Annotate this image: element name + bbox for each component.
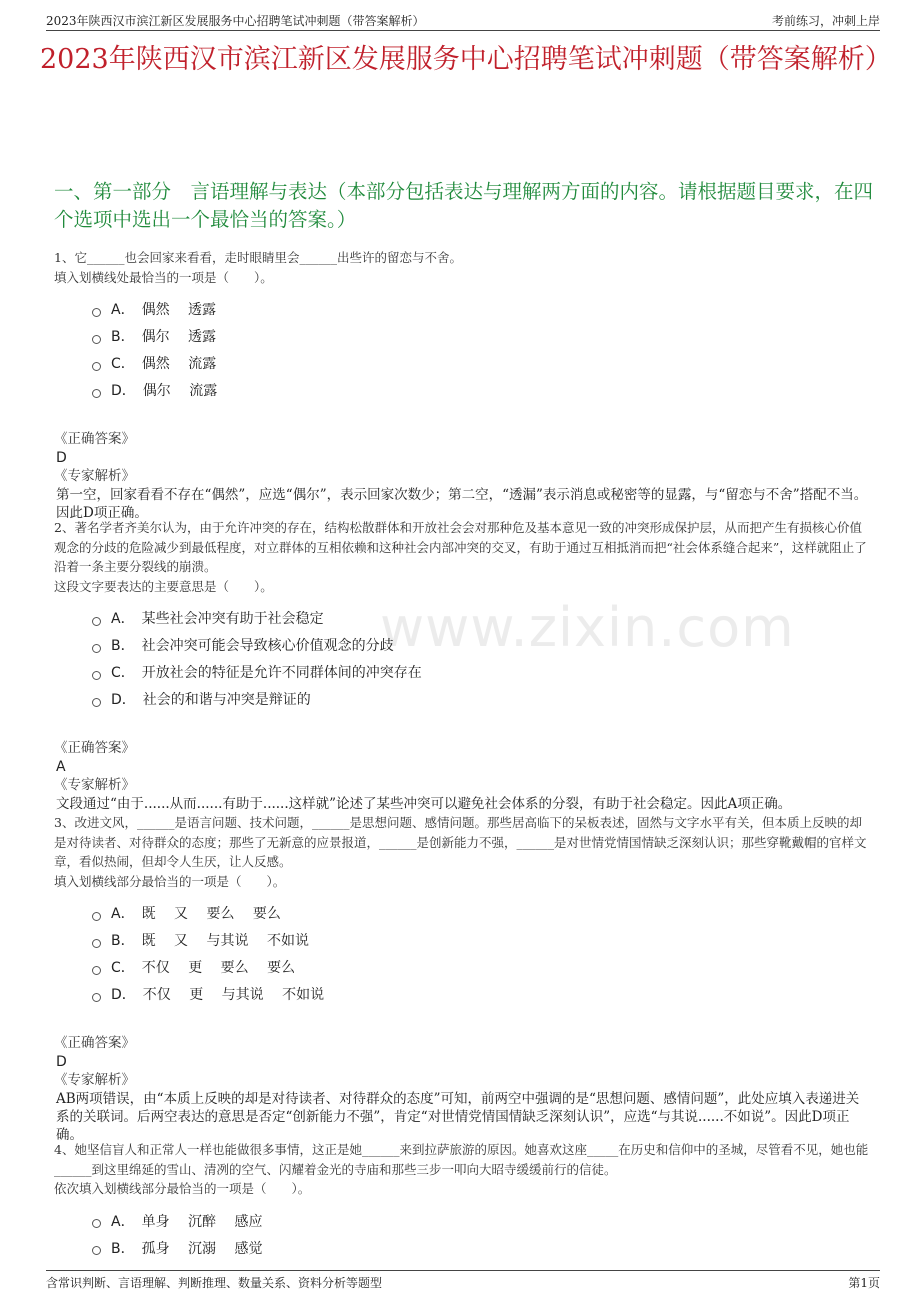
question-prompt: 填入划横线部分最恰当的一项是（ ）。 [54, 873, 286, 889]
analysis-tag: 《专家解析》 [54, 1071, 135, 1088]
option-a[interactable] [92, 1207, 872, 1234]
question-1 [54, 248, 872, 522]
option-label: D． 不仅 更 与其说 不如说 [111, 987, 325, 1003]
option-label: C． 开放社会的特征是允许不同群体间的冲突存在 [111, 665, 422, 681]
radio-icon[interactable] [92, 335, 101, 344]
header-slogan: 考前练习，冲刺上岸 [771, 14, 880, 28]
option-label: A． 某些社会冲突有助于社会稳定 [111, 611, 324, 627]
radio-icon[interactable] [92, 939, 101, 948]
question-stem: 1、它______也会回家来看看，走时眼睛里会______出些许的留恋与不舍。 [54, 250, 462, 265]
answer-tag: 《正确答案》 [54, 430, 135, 447]
question-stem: 3、改进文风，______是语言问题、技术问题，______是思想问题、感情问题。那些居高临下的呆板表述，固然与文字水平有关，但本质上反映的却是对待读者、对待群众的态度；那些了无新意的应景报道，______是创新能力不强，______是对世情党情国情缺乏深刻认识；那些穿靴戴帽的官样文章，看似热闹，但却令人生厌，让人反感。 [54, 815, 867, 869]
footer-description: 含常识判断、言语理解、判断推理、数量关系、资料分析等题型 [46, 1276, 383, 1290]
question-3 [54, 813, 872, 1144]
question-4 [54, 1140, 872, 1261]
page-footer [46, 1270, 880, 1291]
answer-value: D [56, 1053, 67, 1070]
question-stem: 2、著名学者齐美尔认为，由于允许冲突的存在，结构松散群体和开放社会会对那种危及基本意见一致的冲突形成保护层，从而把产生有损核心价值观念的分歧的危险减少到最低程度，对立群体的互相依赖和这种社会内部冲突的交叉，有助于通过互相抵消而把“社会体系缝合起来”，这样就阻止了沿着一条主要分裂线的崩溃。 [54, 520, 867, 574]
option-b[interactable] [92, 1234, 872, 1261]
analysis-tag: 《专家解析》 [54, 776, 135, 793]
option-d[interactable] [92, 377, 872, 404]
radio-icon[interactable] [92, 1246, 101, 1255]
radio-icon[interactable] [92, 912, 101, 921]
option-label: B． 社会冲突可能会导致核心价值观念的分歧 [111, 638, 394, 654]
document-title: 2023年陕西汉市滨江新区发展服务中心招聘笔试冲刺题（带答案解析） [40, 44, 892, 75]
answer-value: D [56, 449, 67, 466]
radio-icon[interactable] [92, 308, 101, 317]
option-c[interactable] [92, 350, 872, 377]
radio-icon[interactable] [92, 362, 101, 371]
option-label: A． 单身 沉醉 感应 [111, 1213, 263, 1230]
header-doc-name: 2023年陕西汉市滨江新区发展服务中心招聘笔试冲刺题（带答案解析） [46, 14, 425, 28]
radio-icon[interactable] [92, 671, 101, 680]
answer-block [54, 739, 872, 813]
section-heading: 一、第一部分 言语理解与表达（本部分包括表达与理解两方面的内容。请根据题目要求，在四个选项中选出一个最恰当的答案。） [54, 180, 874, 231]
option-a[interactable] [92, 900, 872, 927]
option-list [54, 900, 872, 1008]
option-label: A． 偶然 透露 [111, 302, 217, 318]
page-number: 第1页 [848, 1276, 880, 1290]
answer-block [54, 1034, 872, 1144]
option-label: B． 偶尔 透露 [111, 329, 217, 345]
option-label: C． 偶然 流露 [111, 356, 217, 372]
analysis-text: AB两项错误，由“本质上反映的却是对待读者、对待群众的态度”可知，前两空中强调的是“思想问题、感情问题”，此处应填入表递进关系的关联词。后两空表达的意思是否定“创新能力不强”，肯定“对世情党情国情缺乏深刻认识”，应选“与其说......不如说”。因此D项正确。 [56, 1090, 860, 1143]
option-label: A． 既 又 要么 要么 [111, 906, 281, 922]
option-label: B． 孤身 沉溺 感觉 [111, 1240, 263, 1257]
watermark: www.zixin.com [380, 596, 795, 659]
option-b[interactable] [92, 927, 872, 954]
option-label: C． 不仅 更 要么 要么 [111, 960, 296, 976]
question-stem: 4、她坚信盲人和正常人一样也能做很多事情，这正是她______来到拉萨旅游的原因。她喜欢这座_____在历史和信仰中的圣城，尽管看不见，她也能______到这里绵延的雪山、清冽的空气、闪耀着金光的寺庙和那些三步一叩向大昭寺缓缓前行的信徒。 [54, 1142, 869, 1177]
question-2 [54, 518, 872, 813]
option-label: D． 偶尔 流露 [111, 383, 218, 399]
question-prompt: 填入划横线处最恰当的一项是（ ）。 [54, 269, 273, 285]
option-label: B． 既 又 与其说 不如说 [111, 933, 309, 949]
answer-tag: 《正确答案》 [54, 739, 135, 756]
analysis-text: 第一空，回家看看不存在“偶然”，应选“偶尔”，表示回家次数少；第二空，“透漏”表示消息或秘密等的显露，与“留恋与不舍”搭配不当。因此D项正确。 [56, 486, 868, 521]
option-list [54, 1207, 872, 1261]
radio-icon[interactable] [92, 389, 101, 398]
analysis-tag: 《专家解析》 [54, 467, 135, 484]
radio-icon[interactable] [92, 644, 101, 653]
answer-value: A [56, 758, 66, 775]
question-prompt: 这段文字要表达的主要意思是（ ）。 [54, 578, 273, 594]
option-a[interactable] [92, 296, 872, 323]
option-d[interactable] [92, 981, 872, 1008]
option-b[interactable] [92, 323, 872, 350]
option-a[interactable] [92, 605, 872, 632]
option-d[interactable] [92, 686, 872, 713]
radio-icon[interactable] [92, 966, 101, 975]
radio-icon[interactable] [92, 617, 101, 626]
option-c[interactable] [92, 954, 872, 981]
option-label: D． 社会的和谐与冲突是辩证的 [111, 692, 311, 708]
analysis-text: 文段通过“由于......从而......有助于......这样就”论述了某些冲突可以避免社会体系的分裂，有助于社会稳定。因此A项正确。 [56, 795, 792, 812]
answer-block [54, 430, 872, 522]
radio-icon[interactable] [92, 1219, 101, 1228]
option-list [54, 296, 872, 404]
option-list [54, 605, 872, 713]
answer-tag: 《正确答案》 [54, 1034, 135, 1051]
question-prompt: 依次填入划横线部分最恰当的一项是（ ）。 [54, 1181, 311, 1196]
radio-icon[interactable] [92, 698, 101, 707]
radio-icon[interactable] [92, 993, 101, 1002]
option-c[interactable] [92, 659, 872, 686]
page-header [46, 8, 880, 31]
option-b[interactable] [92, 632, 872, 659]
